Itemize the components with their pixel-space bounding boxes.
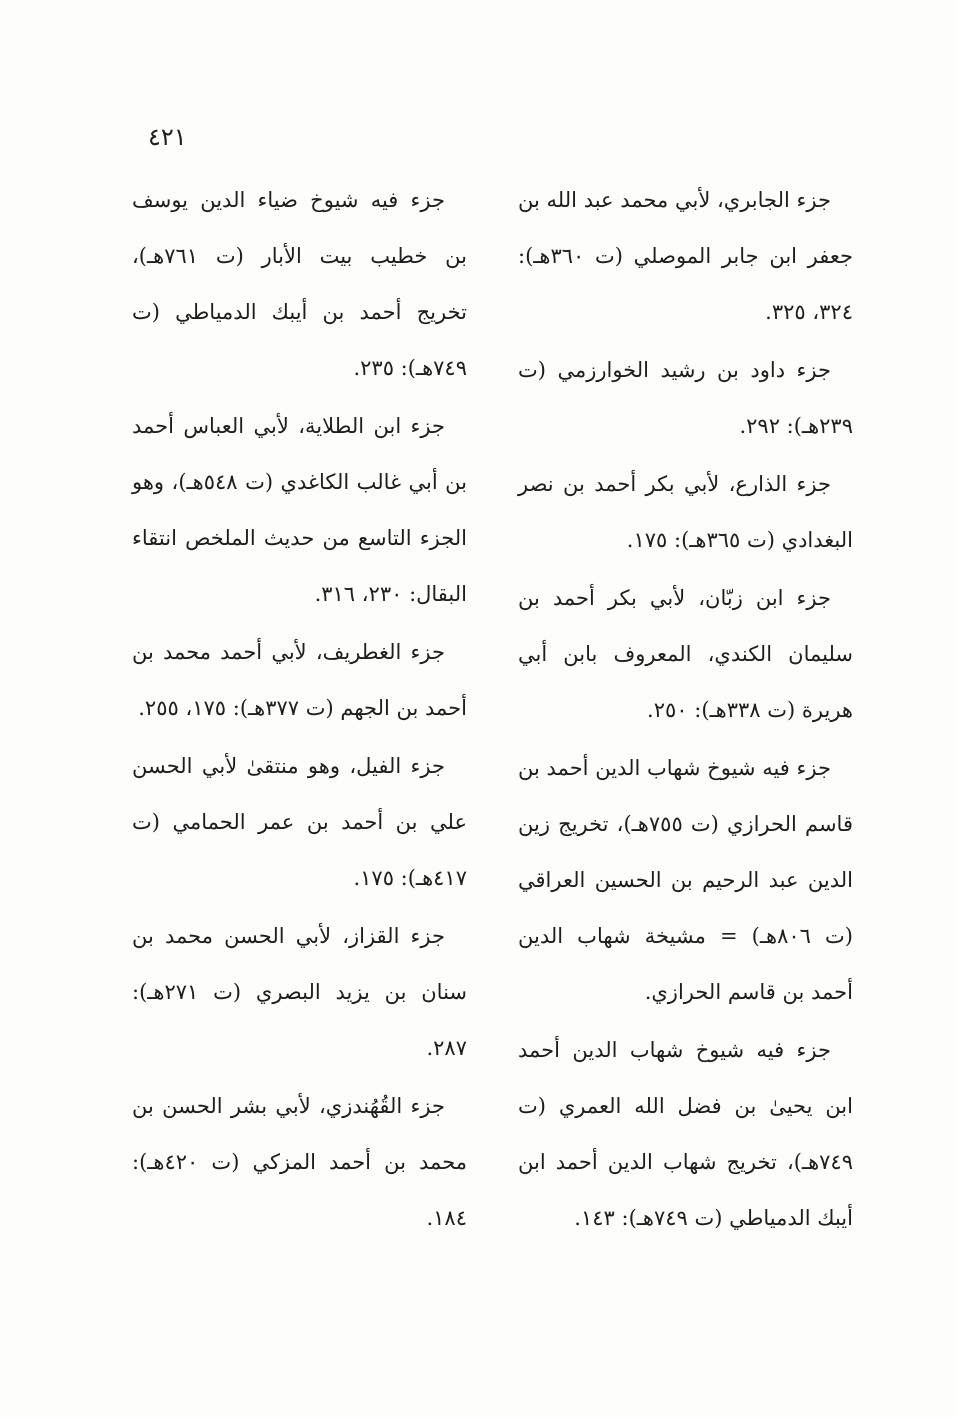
index-entry: جزء فيه شيوخ ضياء الدين يوسف بن خطيب بيت الأبار (ت ٧٦١هـ)، تخريج أحمد بن أيبك الدمياطي (ت ٧٤٩هـ): ٢٣٥.: [132, 188, 467, 380]
index-entry: جزء داود بن رشيد الخوارزمي (ت ٢٣٩هـ): ٢٩٢.: [518, 358, 853, 438]
index-entry: جزء القُهُندزي، لأبي بشر الحسن بن محمد بن أحمد المزكي (ت ٤٢٠هـ): ١٨٤.: [132, 1094, 467, 1230]
index-entry: جزء الذارع، لأبي بكر أحمد بن نصر البغدادي (ت ٣٦٥هـ): ١٧٥.: [518, 472, 853, 552]
index-entry: جزء الفيل، وهو منتقىٰ لأبي الحسن علي بن أحمد بن عمر الحمامي (ت ٤١٧هـ): ١٧٥.: [132, 754, 467, 890]
index-entry: جزء ابن زبّان، لأبي بكر أحمد بن سليمان الكندي، المعروف بابن أبي هريرة (ت ٣٣٨هـ): ٢٥٠.: [518, 586, 853, 722]
index-entry: جزء ابن الطلاية، لأبي العباس أحمد بن أبي غالب الكاغدي (ت ٥٤٨هـ)، وهو الجزء التاسع من حديث الملخص انتقاء البقال: ٢٣٠، ٣١٦.: [132, 414, 468, 606]
index-entry: جزء فيه شيوخ شهاب الدين أحمد ابن يحيىٰ بن فضل الله العمري (ت ٧٤٩هـ)، تخريج شهاب الدين أحمد ابن أيبك الدمياطي (ت ٧٤٩هـ): ١٤٣.: [518, 1038, 853, 1230]
index-column-left: [132, 172, 467, 1246]
index-entry: جزء القزاز، لأبي الحسن محمد بن سنان بن يزيد البصري (ت ٢٧١هـ): ٢٨٧.: [132, 924, 467, 1060]
index-entry: جزء الغطريف، لأبي أحمد محمد بن أحمد بن الجهم (ت ٣٧٧هـ): ١٧٥، ٢٥٥.: [132, 640, 467, 720]
index-column-right: [518, 172, 853, 1246]
index-entry: جزء الجابري، لأبي محمد عبد الله بن جعفر ابن جابر الموصلي (ت ٣٦٠هـ): ٣٢٤، ٣٢٥.: [518, 188, 853, 324]
index-entry: جزء فيه شيوخ شهاب الدين أحمد بن قاسم الحرازي (ت ٧٥٥هـ)، تخريج زين الدين عبد الرحيم بن الحسين العراقي (ت ٨٠٦هـ) = مشيخة شهاب الدين أحمد بن قاسم الحرازي.: [518, 756, 854, 1004]
page-number: ٤٢١: [148, 123, 187, 151]
